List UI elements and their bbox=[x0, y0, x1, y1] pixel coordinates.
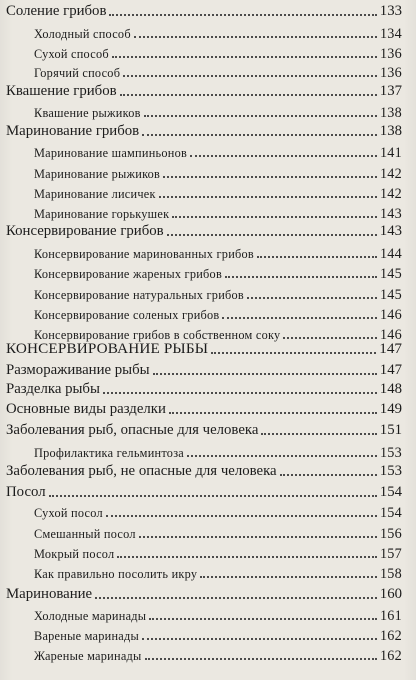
toc-entry-page: 153 bbox=[379, 445, 402, 461]
toc-entry-page: 142 bbox=[379, 166, 402, 182]
toc-entry-title: Вареные маринады bbox=[34, 629, 140, 643]
toc-entry-title: КОНСЕРВИРОВАНИЕ РЫБЫ bbox=[6, 340, 209, 357]
toc-entry-page: 136 bbox=[379, 46, 402, 62]
dot-leader bbox=[159, 196, 377, 198]
dot-leader bbox=[106, 515, 377, 517]
toc-entry bbox=[6, 202, 402, 222]
toc-entry-page: 145 bbox=[379, 266, 402, 282]
toc-entry-page: 136 bbox=[379, 65, 402, 81]
toc-entry bbox=[6, 338, 402, 358]
toc-entry-page: 149 bbox=[379, 401, 402, 417]
toc-entry-title: Консервирование соленых грибов bbox=[34, 308, 220, 322]
toc-entry-title: Холодные маринады bbox=[34, 609, 147, 623]
dot-leader bbox=[163, 176, 377, 178]
toc-entry bbox=[6, 562, 402, 582]
toc-entry bbox=[6, 262, 402, 282]
toc-entry bbox=[6, 0, 402, 20]
toc-entry-title: Соление грибов bbox=[6, 3, 107, 19]
toc-entry bbox=[6, 242, 402, 262]
toc-entry bbox=[6, 542, 402, 562]
toc-entry bbox=[6, 441, 402, 461]
toc-entry-page: 148 bbox=[379, 381, 402, 397]
toc-entry-title: Консервирование натуральных грибов bbox=[34, 288, 244, 302]
toc-entry-title: Консервирование грибов bbox=[6, 223, 164, 239]
toc-entry-page: 161 bbox=[379, 608, 402, 624]
dot-leader bbox=[120, 94, 377, 96]
toc-entry-title: Основные виды разделки bbox=[6, 401, 166, 417]
toc-entry-page: 154 bbox=[379, 484, 402, 500]
toc-entry-title: Жареные маринады bbox=[34, 649, 142, 663]
toc-entry bbox=[6, 22, 402, 42]
dot-leader bbox=[149, 618, 377, 620]
dot-leader bbox=[261, 433, 376, 435]
toc-entry-page: 144 bbox=[379, 246, 402, 262]
toc-entry-title: Размораживание рыбы bbox=[6, 362, 150, 378]
toc-entry-page: 158 bbox=[379, 566, 402, 582]
dot-leader bbox=[225, 276, 377, 278]
dot-leader bbox=[112, 56, 377, 58]
toc-entry bbox=[6, 61, 402, 81]
toc-entry-title: Профилактика гельминтоза bbox=[34, 446, 185, 460]
dot-leader bbox=[134, 36, 377, 38]
dot-leader bbox=[167, 234, 377, 236]
dot-leader bbox=[109, 14, 376, 16]
toc-entry bbox=[6, 303, 402, 323]
toc-entry-title: Горячий способ bbox=[34, 66, 121, 80]
toc-entry-page: 154 bbox=[379, 505, 402, 521]
dot-leader bbox=[95, 597, 377, 599]
toc-entry bbox=[6, 120, 402, 140]
toc-entry-page: 157 bbox=[379, 546, 402, 562]
toc-entry bbox=[6, 460, 402, 480]
dot-leader bbox=[280, 474, 377, 476]
toc-entry-page: 147 bbox=[379, 362, 402, 378]
toc-entry bbox=[6, 624, 402, 644]
dot-leader bbox=[144, 115, 377, 117]
toc-entry bbox=[6, 501, 402, 521]
toc-entry-title: Холодный способ bbox=[34, 27, 131, 41]
toc-entry-title: Посол bbox=[6, 484, 46, 500]
toc-entry-page: 138 bbox=[379, 123, 402, 139]
toc-entry bbox=[6, 283, 402, 303]
toc-entry bbox=[6, 604, 402, 624]
dot-leader bbox=[153, 373, 377, 375]
toc-entry bbox=[6, 419, 402, 439]
toc-entry-title: Маринование грибов bbox=[6, 123, 140, 139]
toc-entry-page: 134 bbox=[379, 26, 402, 42]
dot-leader bbox=[257, 256, 377, 258]
dot-leader bbox=[142, 638, 377, 640]
toc-entry-page: 142 bbox=[379, 186, 402, 202]
toc-entry-page: 145 bbox=[379, 287, 402, 303]
toc-entry-page: 147 bbox=[379, 340, 402, 357]
toc-entry-page: 160 bbox=[379, 586, 402, 602]
toc-entry bbox=[6, 101, 402, 121]
toc-entry bbox=[6, 42, 402, 62]
toc-entry-page: 143 bbox=[379, 223, 402, 239]
toc-entry-title: Смешанный посол bbox=[34, 527, 136, 541]
toc-entry bbox=[6, 182, 402, 202]
toc-entry-page: 137 bbox=[379, 83, 402, 99]
toc-entry bbox=[6, 80, 402, 100]
toc-entry-title: Сухой посол bbox=[34, 506, 103, 520]
dot-leader bbox=[247, 297, 377, 299]
toc-entry-page: 146 bbox=[379, 327, 402, 343]
dot-leader bbox=[200, 576, 377, 578]
toc-entry-title: Маринование шампиньонов bbox=[34, 146, 188, 160]
toc-entry-title: Заболевания рыб, не опасные для человека bbox=[6, 463, 277, 479]
toc-entry-title: Мокрый посол bbox=[34, 547, 115, 561]
toc-list bbox=[6, 0, 402, 680]
toc-entry-title: Консервирование грибов в собственном соку bbox=[34, 328, 281, 342]
toc-entry bbox=[6, 481, 402, 501]
toc-entry bbox=[6, 162, 402, 182]
toc-entry-title: Маринование лисичек bbox=[34, 187, 156, 201]
toc-entry-title: Маринование bbox=[6, 586, 93, 602]
toc-entry bbox=[6, 398, 402, 418]
toc-entry-page: 156 bbox=[379, 526, 402, 542]
toc-entry bbox=[6, 220, 402, 240]
dot-leader bbox=[103, 392, 377, 394]
toc-entry-title: Маринование горькушек bbox=[34, 207, 170, 221]
toc-entry-page: 162 bbox=[379, 628, 402, 644]
dot-leader bbox=[123, 75, 377, 77]
dot-leader bbox=[190, 155, 377, 157]
toc-entry-title: Консервирование маринованных грибов bbox=[34, 247, 254, 261]
toc-entry-title: Квашение грибов bbox=[6, 83, 117, 99]
toc-entry-title: Маринование рыжиков bbox=[34, 167, 161, 181]
dot-leader bbox=[117, 556, 377, 558]
toc-entry-page: 153 bbox=[379, 463, 402, 479]
toc-entry-title: Квашение рыжиков bbox=[34, 106, 141, 120]
toc-entry-page: 146 bbox=[379, 307, 402, 323]
toc-entry-page: 143 bbox=[379, 206, 402, 222]
dot-leader bbox=[49, 495, 377, 497]
toc-entry-page: 133 bbox=[379, 3, 402, 19]
toc-entry bbox=[6, 583, 402, 603]
dot-leader bbox=[172, 216, 377, 218]
dot-leader bbox=[211, 352, 376, 354]
toc-entry-page: 162 bbox=[379, 648, 402, 664]
toc-entry bbox=[6, 644, 402, 664]
dot-leader bbox=[187, 455, 377, 457]
toc-entry bbox=[6, 141, 402, 161]
toc-entry bbox=[6, 522, 402, 542]
dot-leader bbox=[145, 658, 377, 660]
toc-entry-page: 151 bbox=[379, 422, 402, 438]
dot-leader bbox=[169, 412, 377, 414]
dot-leader bbox=[142, 134, 377, 136]
toc-entry-title: Заболевания рыб, опасные для человека bbox=[6, 422, 259, 438]
toc-entry-title: Консервирование жареных грибов bbox=[34, 267, 223, 281]
toc-entry-title: Разделка рыбы bbox=[6, 381, 100, 397]
toc-entry-title: Сухой способ bbox=[34, 47, 109, 61]
dot-leader bbox=[222, 317, 376, 319]
toc-entry bbox=[6, 378, 402, 398]
toc-entry-page: 141 bbox=[379, 145, 402, 161]
toc-entry-page: 138 bbox=[379, 105, 402, 121]
toc-entry bbox=[6, 359, 402, 379]
dot-leader bbox=[139, 536, 377, 538]
toc-entry-title: Как правильно посолить икру bbox=[34, 567, 198, 581]
